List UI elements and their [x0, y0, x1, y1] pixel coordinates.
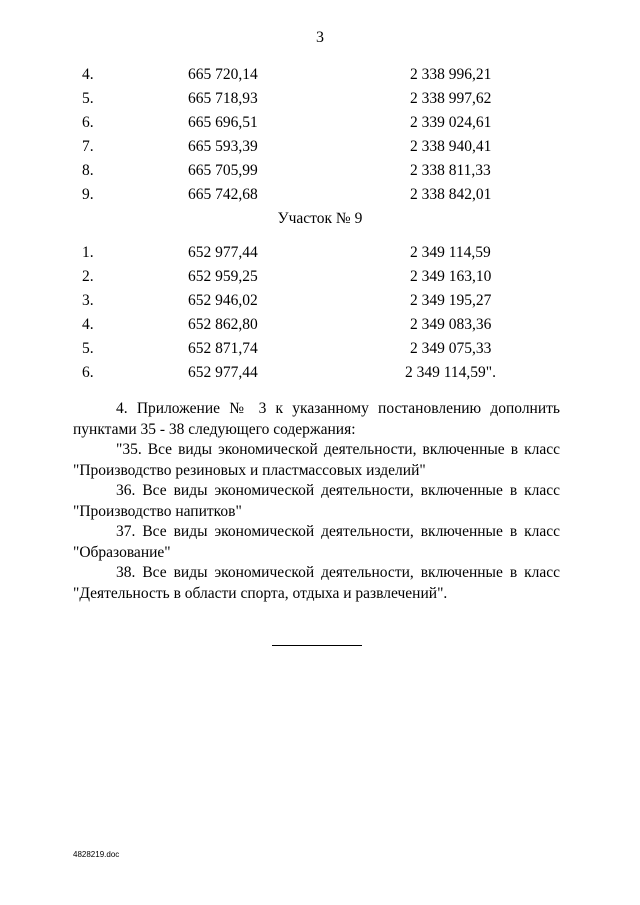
coordinates-table-plot-9 [0, 244, 640, 388]
coordinate-x: 665 705,99 [188, 162, 258, 179]
table-row [0, 138, 640, 162]
table-row [0, 162, 640, 186]
point-number: 2. [82, 268, 94, 285]
coordinate-y: 2 349 195,27 [410, 292, 492, 309]
coordinate-x: 665 720,14 [188, 66, 258, 83]
coordinate-y: 2 338 811,33 [410, 162, 491, 179]
point-number: 6. [82, 364, 94, 381]
paragraph-line: "Производство напитков" [73, 502, 242, 520]
coordinate-x: 652 959,25 [188, 268, 258, 285]
coordinate-x: 665 718,93 [188, 90, 258, 107]
paragraph-item-36 [73, 481, 560, 502]
point-number: 5. [82, 90, 94, 107]
table-row [0, 186, 640, 210]
table-row [0, 114, 640, 138]
paragraph-item-4 [73, 399, 560, 420]
table-row [0, 244, 640, 268]
coordinate-y: 2 339 024,61 [410, 114, 492, 131]
point-number: 8. [82, 162, 94, 179]
paragraph-item-37 [73, 522, 560, 543]
paragraph-item-4-continued [73, 420, 560, 441]
table-row [0, 66, 640, 90]
coordinate-y: 2 338 842,01 [410, 186, 492, 203]
amendment-text [73, 399, 560, 604]
point-number: 4. [82, 66, 94, 83]
coordinate-y: 2 338 996,21 [410, 66, 492, 83]
point-number: 4. [82, 316, 94, 333]
coordinate-y: 2 338 940,41 [410, 138, 492, 155]
paragraph-line: 38. Все виды экономической деятельности, включенные в класс [116, 564, 560, 581]
coordinate-y: 2 338 997,62 [410, 90, 492, 107]
closing-separator-line [272, 645, 362, 646]
coordinate-x: 665 696,51 [188, 114, 258, 131]
paragraph-line: пунктами 35 - 38 следующего содержания: [73, 420, 356, 438]
paragraph-line: "Деятельность в области спорта, отдыха и развлечений". [73, 584, 448, 602]
coordinate-x: 665 742,68 [188, 186, 258, 203]
coordinate-y: 2 349 114,59". [405, 364, 497, 381]
point-number: 9. [82, 186, 94, 203]
paragraph-item-35 [73, 440, 560, 461]
coordinate-y: 2 349 075,33 [410, 340, 492, 357]
coordinate-y: 2 349 083,36 [410, 316, 492, 333]
point-number: 1. [82, 244, 94, 261]
table-row [0, 268, 640, 292]
point-number: 6. [82, 114, 94, 131]
table-row [0, 90, 640, 114]
coordinates-table-previous [0, 66, 640, 210]
point-number: 3. [82, 292, 94, 309]
paragraph-line: "Производство резиновых и пластмассовых изделий" [73, 461, 426, 479]
paragraph-line: 4. Приложение № 3 к указанному постановлению дополнить [116, 400, 560, 417]
document-filename: 4828219.doc [73, 850, 120, 859]
point-number: 7. [82, 138, 94, 155]
table-row [0, 364, 640, 388]
coordinate-x: 652 977,44 [188, 244, 258, 261]
paragraph-item-36-continued [73, 502, 560, 523]
coordinate-x: 652 862,80 [188, 316, 258, 333]
coordinate-x: 652 946,02 [188, 292, 258, 309]
coordinate-y: 2 349 163,10 [410, 268, 492, 285]
coordinate-x: 652 871,74 [188, 340, 258, 357]
paragraph-line: "Образование" [73, 543, 171, 561]
table-row [0, 340, 640, 364]
paragraph-item-35-continued [73, 461, 560, 482]
paragraph-line: "35. Все виды экономической деятельности, включенные в класс [116, 441, 560, 458]
paragraph-line: 37. Все виды экономической деятельности, включенные в класс [116, 523, 560, 540]
coordinate-y: 2 349 114,59 [410, 244, 491, 261]
coordinate-x: 665 593,39 [188, 138, 258, 155]
table-row [0, 292, 640, 316]
paragraph-item-37-continued [73, 543, 560, 564]
point-number: 5. [82, 340, 94, 357]
paragraph-line: 36. Все виды экономической деятельности, включенные в класс [116, 482, 560, 499]
table-row [0, 316, 640, 340]
section-title: Участок № 9 [277, 210, 363, 227]
paragraph-item-38 [73, 563, 560, 584]
page-number: 3 [316, 29, 324, 46]
coordinate-x: 652 977,44 [188, 364, 258, 381]
paragraph-item-38-continued [73, 584, 560, 605]
